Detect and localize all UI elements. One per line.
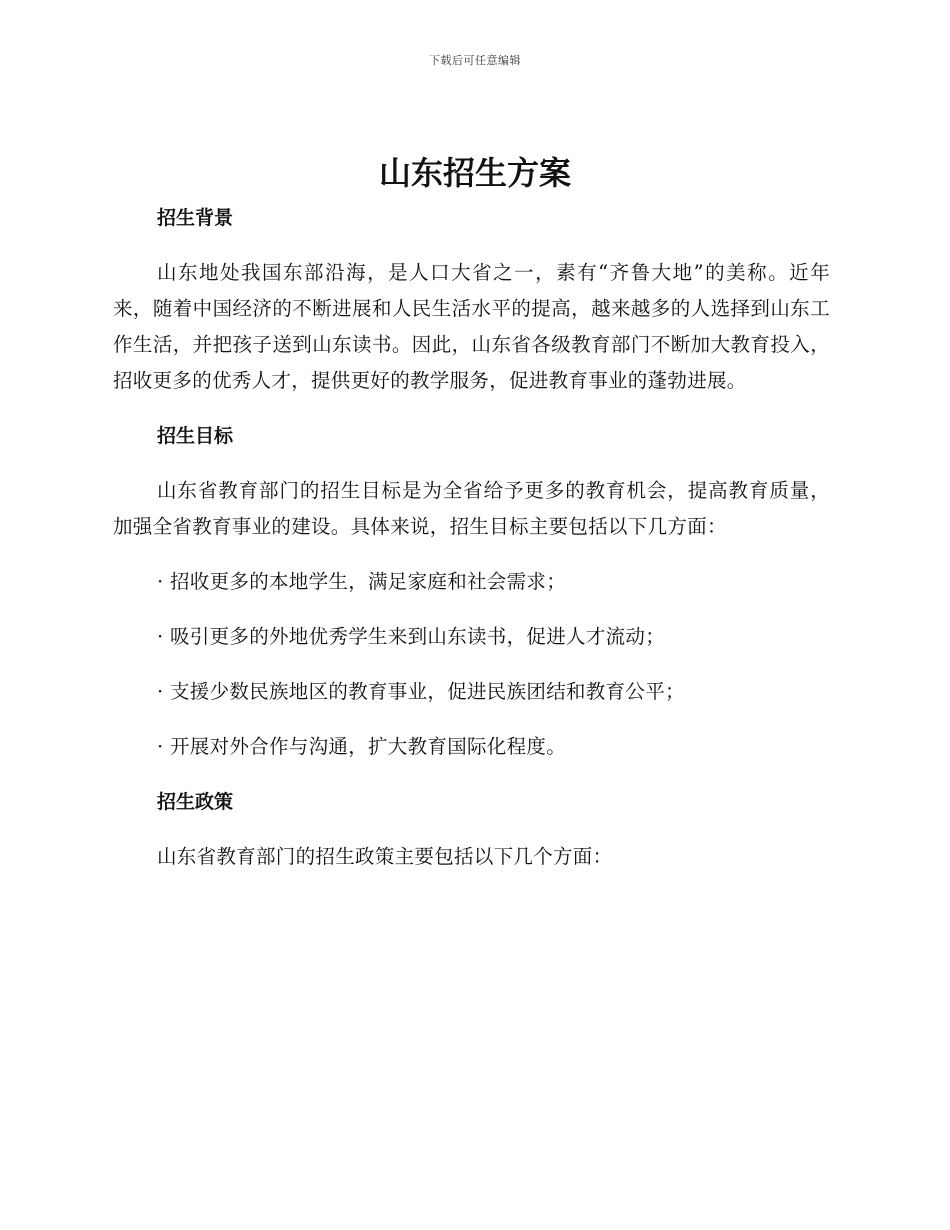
document-title: 山东招生方案 [378,154,571,192]
bullet-item: · 开展对外合作与沟通，扩大教育国际化程度。 [157,735,566,758]
bullet-item: · 招收更多的本地学生，满足家庭和社会需求； [157,570,566,593]
paragraph-policy: 山东省教育部门的招生政策主要包括以下几个方面： [157,845,613,868]
section-heading-background: 招生背景 [157,207,234,229]
paragraph-goals: 山东省教育部门的招生目标是为全省给予更多的教育机会，提高教育质量，加强全省教育事业的建设。具体来说，招生目标主要包括以下几方面： [113,479,830,538]
section-heading-policy: 招生政策 [157,791,234,813]
bullet-item: · 支援少数民族地区的教育事业，促进民族团结和教育公平； [157,680,685,703]
bullet-item: · 吸引更多的外地优秀学生来到山东读书，促进人才流动； [157,625,665,648]
document-body [113,200,830,894]
paragraph-background: 山东地处我国东部沿海，是人口大省之一，素有“齐鲁大地”的美称。近年来，随着中国经济的不断进展和人民生活水平的提高，越来越多的人选择到山东工作生活，并把孩子送到山东读书。因此，山东省各级教育部门不断加大教育投入，招收更多的优秀人才，提供更好的教学服务，促进教育事业的蓬勃进展。 [113,261,830,392]
page-header: 下载后可任意编辑 [429,54,521,67]
section-heading-goals: 招生目标 [157,425,234,447]
